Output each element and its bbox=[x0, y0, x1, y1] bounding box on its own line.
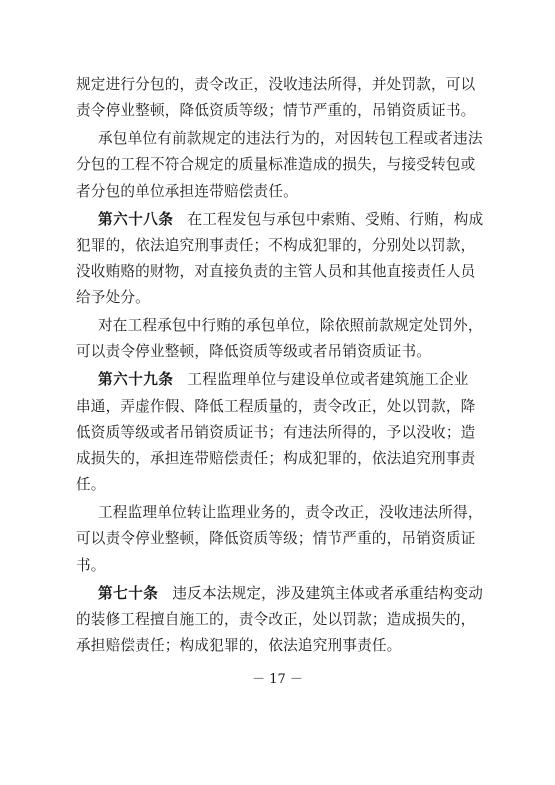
paragraph-line: 工程监理单位转让监理业务的，责令改正，没收违法所得， bbox=[98, 504, 483, 521]
paragraph-line: 书。 bbox=[76, 557, 106, 574]
paragraph-line: 没收贿赂的财物，对直接负责的主管人员和其他直接责任人员 bbox=[76, 263, 476, 280]
paragraph-line: 承担赔偿责任；构成犯罪的，依法追究刑事责任。 bbox=[76, 637, 402, 654]
paragraph-line: 的装修工程擅自施工的，责令改正，处以罚款；造成损失的， bbox=[76, 611, 476, 628]
paragraph-line: 分包的工程不符合规定的质量标准造成的损失，与接受转包或 bbox=[76, 156, 476, 173]
article-number: 第七十条 bbox=[98, 585, 159, 602]
paragraph-line: 可以责令停业整顿，降低资质等级或者吊销资质证书。 bbox=[76, 343, 432, 360]
paragraph-line: 可以责令停业整顿，降低资质等级；情节严重的，吊销资质证 bbox=[76, 530, 476, 547]
page-number: － 17 － bbox=[252, 672, 303, 687]
paragraph-line: 犯罪的，依法追究刑事责任；不构成犯罪的，分别处以罚款， bbox=[76, 237, 476, 254]
article-text: 违反本法规定，涉及建筑主体或者承重结构变动 bbox=[172, 585, 484, 602]
article-first-line bbox=[98, 371, 508, 389]
paragraph-line: 任。 bbox=[76, 476, 106, 493]
paragraph-line: 给予处分。 bbox=[76, 289, 150, 306]
paragraph-line: 承包单位有前款规定的违法行为的，对因转包工程或者违法 bbox=[98, 130, 483, 147]
paragraph-line: 低资质等级或者吊销资质证书；有违法所得的，予以没收；造 bbox=[76, 424, 476, 441]
article-number: 第六十九条 bbox=[98, 371, 174, 388]
article-first-line bbox=[98, 211, 508, 229]
article-number: 第六十八条 bbox=[98, 211, 174, 228]
article-first-line bbox=[98, 585, 508, 603]
paragraph-line: 成损失的，承担连带赔偿责任；构成犯罪的，依法追究刑事责 bbox=[76, 450, 476, 467]
paragraph-line: 规定进行分包的，责令改正，没收违法所得，并处罚款，可以 bbox=[76, 76, 476, 93]
paragraph-line: 责令停业整顿，降低资质等级；情节严重的，吊销资质证书。 bbox=[76, 102, 476, 119]
paragraph-line: 者分包的单位承担连带赔偿责任。 bbox=[76, 183, 298, 200]
paragraph-line: 对在工程承包中行贿的承包单位，除依照前款规定处罚外， bbox=[98, 317, 483, 334]
paragraph-line: 串通，弄虚作假、降低工程质量的，责令改正，处以罚款，降 bbox=[76, 398, 476, 415]
article-text: 工程监理单位与建设单位或者建筑施工企业 bbox=[187, 371, 469, 388]
article-text: 在工程发包与承包中索贿、受贿、行贿，构成 bbox=[187, 211, 484, 228]
